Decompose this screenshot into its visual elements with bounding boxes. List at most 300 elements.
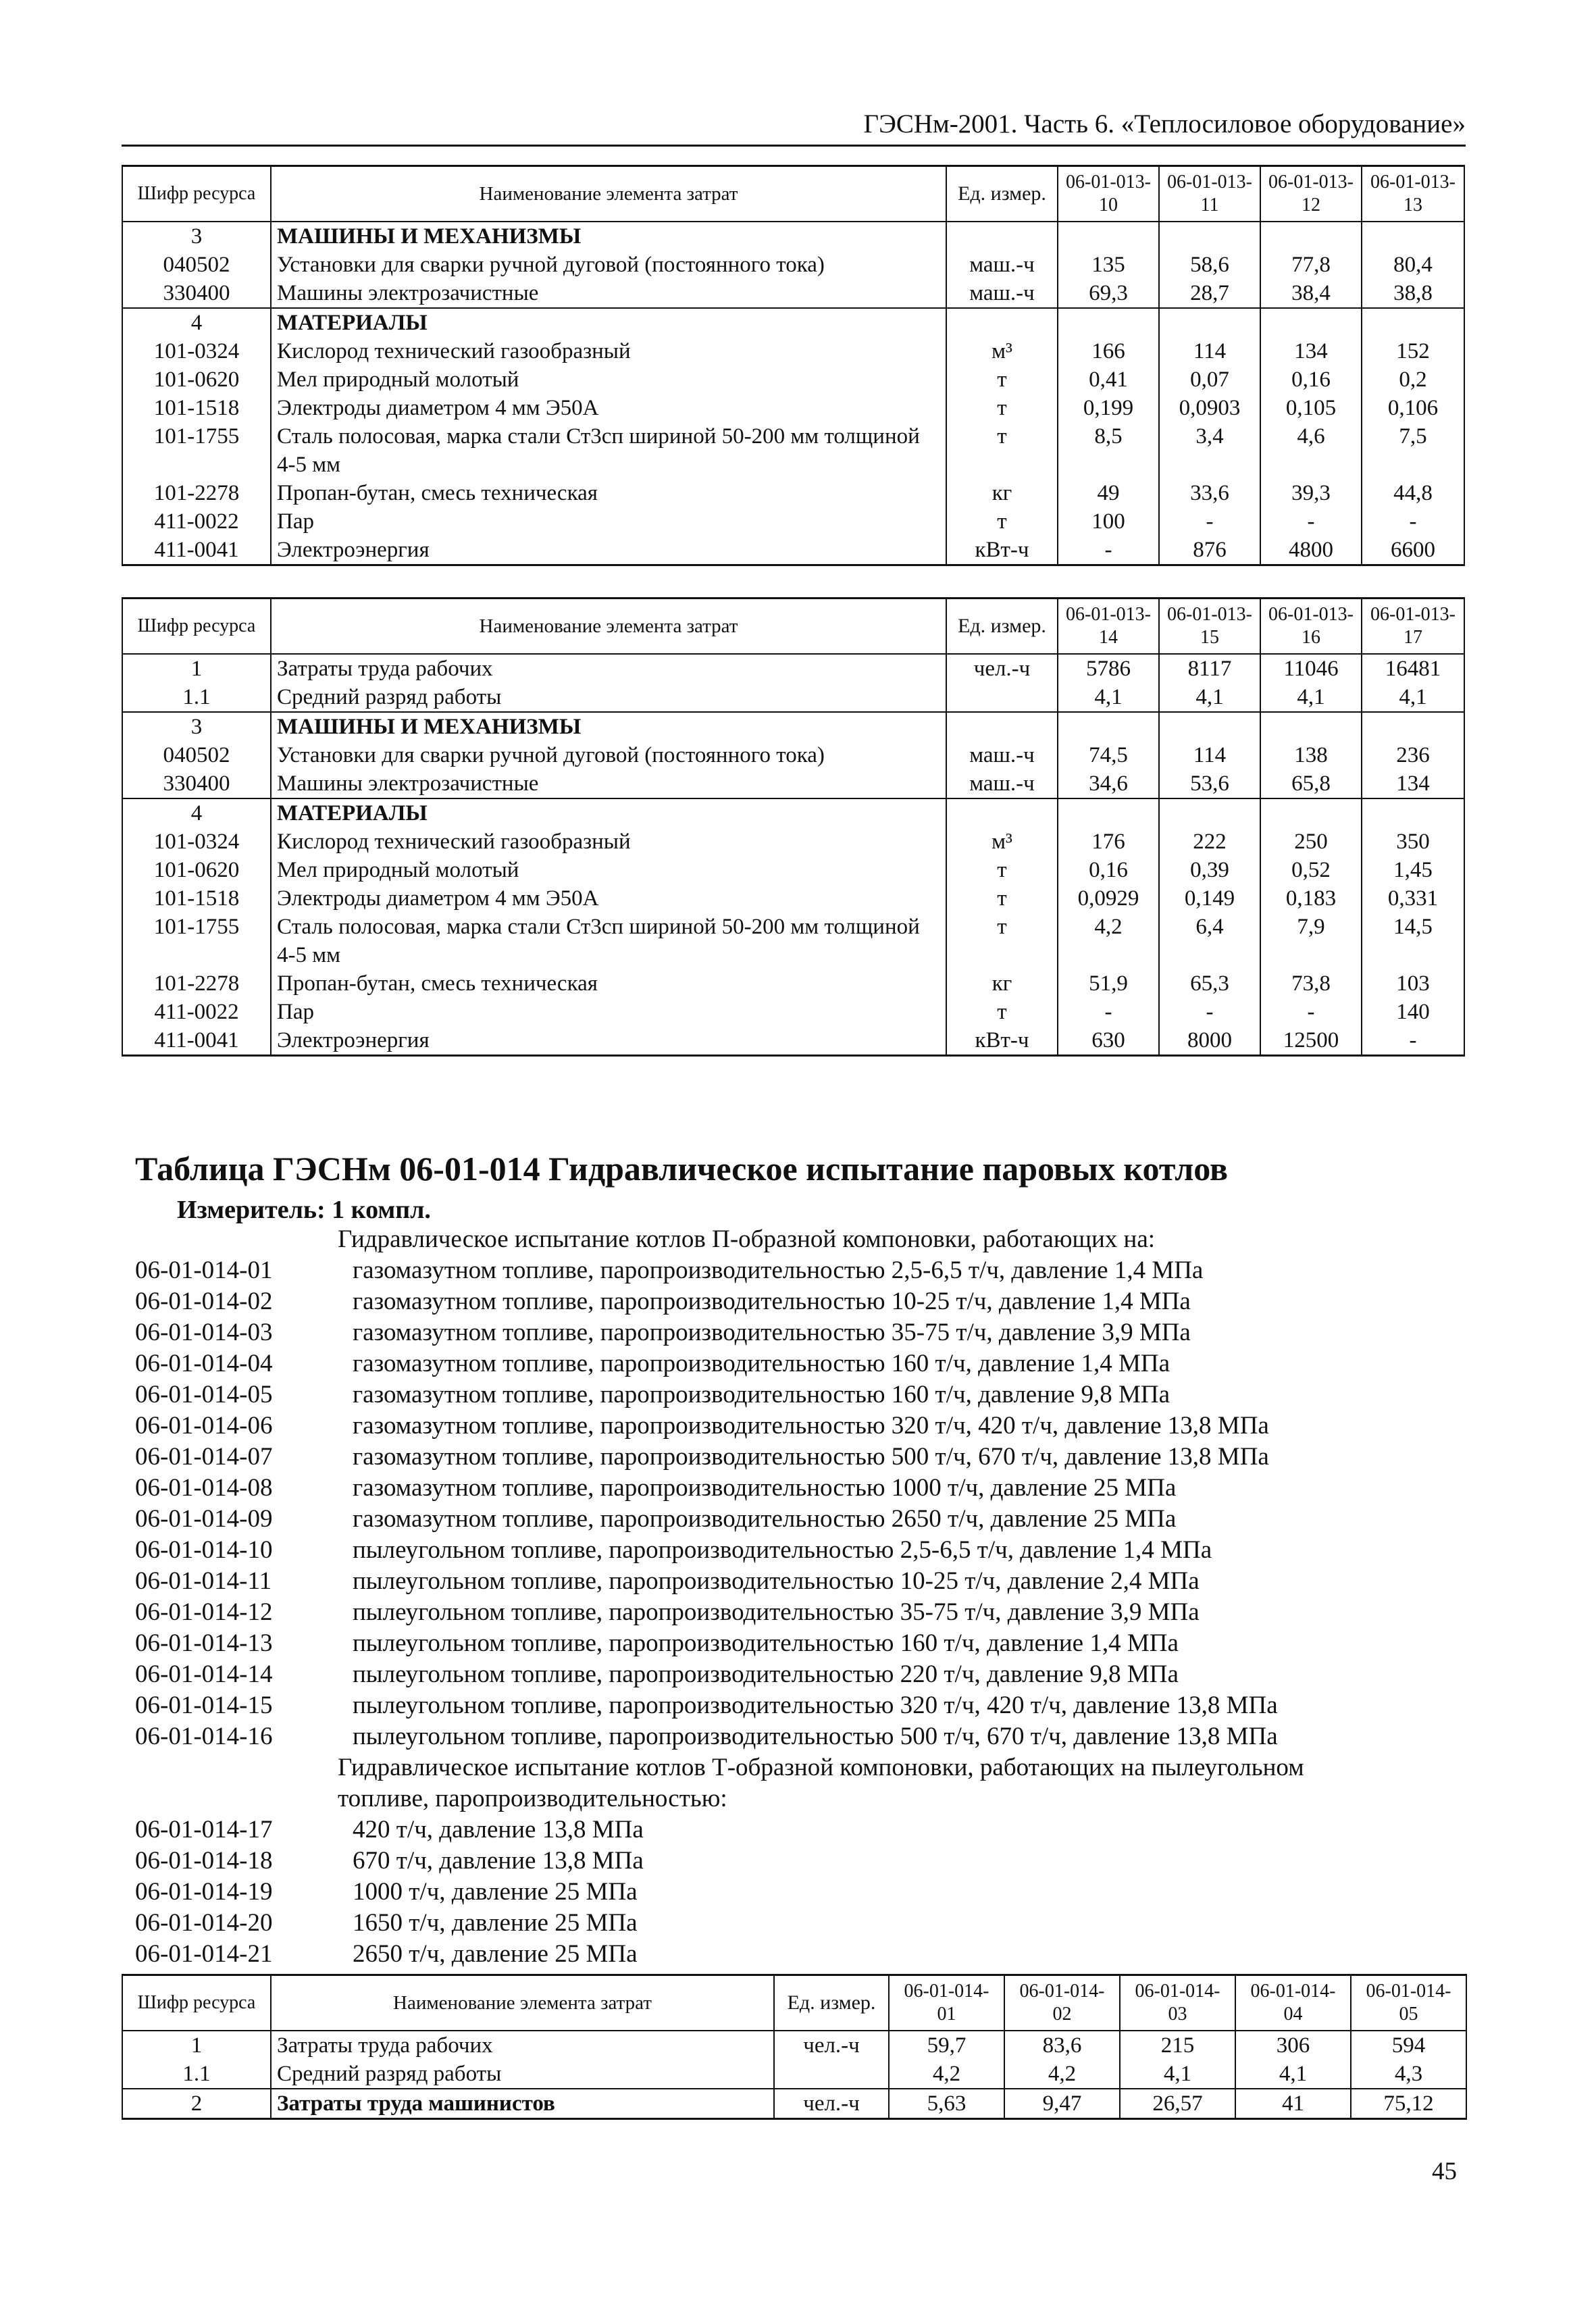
value-cell: 59,7 xyxy=(889,2031,1004,2060)
value-cell: 0,2 xyxy=(1362,365,1464,394)
value-cell: 39,3 xyxy=(1260,479,1362,507)
resource-code: 411-0041 xyxy=(122,1026,271,1056)
table-row xyxy=(122,279,1464,308)
value-cell: - xyxy=(1260,998,1362,1026)
code-list xyxy=(135,1224,1459,1970)
item-code: 06-01-014-13 xyxy=(135,1629,273,1657)
unit: маш.-ч xyxy=(946,741,1058,769)
table-body xyxy=(122,166,1464,565)
value-cell: 5,63 xyxy=(889,2089,1004,2119)
value-cell: 28,7 xyxy=(1159,279,1260,308)
unit xyxy=(774,2060,889,2089)
item-code: 06-01-014-03 xyxy=(135,1319,273,1346)
value-cell: 7,5 xyxy=(1362,422,1464,479)
resource-code: 1 xyxy=(122,654,271,683)
item-text: газомазутном топливе, паропроизводительностью 2650 т/ч, давление 25 МПа xyxy=(353,1505,1177,1533)
column-header: 06-01-013-17 xyxy=(1362,599,1464,655)
resource-code: 411-0022 xyxy=(122,507,271,536)
resource-name: Электроды диаметром 4 мм Э50А xyxy=(271,884,946,913)
empty-cell xyxy=(946,712,1058,741)
header-row xyxy=(122,166,1464,222)
value-cell: 166 xyxy=(1058,337,1159,365)
resource-name: Электроэнергия xyxy=(271,536,946,565)
code-item xyxy=(135,1504,1459,1535)
resource-code: 101-0324 xyxy=(122,337,271,365)
value-cell: 34,6 xyxy=(1058,769,1159,798)
resource-name: Мел природный молотый xyxy=(271,365,946,394)
resource-code: 330400 xyxy=(122,279,271,308)
page-number: 45 xyxy=(1432,2158,1457,2185)
unit: т xyxy=(946,507,1058,536)
value-cell: 0,105 xyxy=(1260,394,1362,422)
code-item xyxy=(135,1286,1459,1317)
table-row xyxy=(122,856,1464,884)
resource-code: 330400 xyxy=(122,769,271,798)
section-title: МАТЕРИАЛЫ xyxy=(271,798,946,828)
value-cell: 134 xyxy=(1362,769,1464,798)
header-row xyxy=(122,599,1464,655)
code-item xyxy=(135,1877,1459,1908)
value-cell: 876 xyxy=(1159,536,1260,565)
value-cell: 11046 xyxy=(1260,654,1362,683)
resource-name: Мел природный молотый xyxy=(271,856,946,884)
code-item xyxy=(135,1348,1459,1379)
value-cell: 306 xyxy=(1235,2031,1351,2060)
empty-cell xyxy=(1058,798,1159,828)
empty-cell xyxy=(1159,712,1260,741)
resource-code: 1 xyxy=(122,2031,271,2060)
item-code: 06-01-014-15 xyxy=(135,1692,273,1719)
column-header: 06-01-013-13 xyxy=(1362,166,1464,222)
item-text: газомазутном топливе, паропроизводительностью 160 т/ч, давление 9,8 МПа xyxy=(353,1381,1170,1408)
value-cell: 58,6 xyxy=(1159,251,1260,279)
code-item xyxy=(135,1659,1459,1690)
value-cell: - xyxy=(1362,1026,1464,1056)
empty-cell xyxy=(1058,712,1159,741)
item-code: 06-01-014-14 xyxy=(135,1660,273,1688)
table-body xyxy=(122,1975,1466,2119)
value-cell: 4,2 xyxy=(889,2060,1004,2089)
resource-table-014-01-05 xyxy=(122,1974,1467,2120)
value-cell: 65,8 xyxy=(1260,769,1362,798)
column-header: 06-01-014-04 xyxy=(1235,1975,1351,2031)
item-text: пылеугольном топливе, паропроизводительностью 35-75 т/ч, давление 3,9 МПа xyxy=(353,1598,1200,1626)
value-cell: 215 xyxy=(1120,2031,1235,2060)
unit xyxy=(946,683,1058,712)
item-code: 06-01-014-10 xyxy=(135,1536,273,1564)
value-cell: 222 xyxy=(1159,828,1260,856)
section-code: 4 xyxy=(122,308,271,337)
item-code: 06-01-014-07 xyxy=(135,1443,273,1471)
resource-code: 101-0620 xyxy=(122,856,271,884)
value-cell: 4,6 xyxy=(1260,422,1362,479)
value-cell: 8000 xyxy=(1159,1026,1260,1056)
table-row xyxy=(122,394,1464,422)
code-item xyxy=(135,1690,1459,1721)
resource-name: Пропан-бутан, смесь техническая xyxy=(271,479,946,507)
resource-code: 1.1 xyxy=(122,683,271,712)
resource-code: 101-1755 xyxy=(122,422,271,479)
value-cell: 4,1 xyxy=(1260,683,1362,712)
value-cell: 594 xyxy=(1351,2031,1466,2060)
table-row xyxy=(122,251,1464,279)
value-cell: 41 xyxy=(1235,2089,1351,2119)
empty-cell xyxy=(1362,798,1464,828)
empty-cell xyxy=(1159,308,1260,337)
code-item xyxy=(135,1442,1459,1473)
column-header: 06-01-013-15 xyxy=(1159,599,1260,655)
item-code: 06-01-014-21 xyxy=(135,1940,273,1968)
resource-code: 411-0022 xyxy=(122,998,271,1026)
value-cell: 8,5 xyxy=(1058,422,1159,479)
resource-name: Пропан-бутан, смесь техническая xyxy=(271,969,946,998)
header-row xyxy=(122,1975,1466,2031)
resource-code: 040502 xyxy=(122,251,271,279)
section-measure: Измеритель: 1 компл. xyxy=(177,1196,431,1224)
column-header: 06-01-014-01 xyxy=(889,1975,1004,2031)
value-cell: 0,149 xyxy=(1159,884,1260,913)
value-cell: 4,1 xyxy=(1058,683,1159,712)
item-code: 06-01-014-20 xyxy=(135,1909,273,1937)
column-header: Ед. измер. xyxy=(774,1975,889,2031)
value-cell: 0,07 xyxy=(1159,365,1260,394)
column-header: 06-01-014-02 xyxy=(1004,1975,1120,2031)
value-cell: 74,5 xyxy=(1058,741,1159,769)
resource-name: Пар xyxy=(271,507,946,536)
empty-cell xyxy=(1260,798,1362,828)
empty-cell xyxy=(1362,222,1464,251)
item-code: 06-01-014-05 xyxy=(135,1381,273,1408)
code-item xyxy=(135,1255,1459,1286)
value-cell: 9,47 xyxy=(1004,2089,1120,2119)
table-row xyxy=(122,479,1464,507)
value-cell: 0,183 xyxy=(1260,884,1362,913)
resource-name: Установки для сварки ручной дуговой (постоянного тока) xyxy=(271,741,946,769)
value-cell: 0,0929 xyxy=(1058,884,1159,913)
running-header-text: ГЭСНм-2001. Часть 6. «Теплосиловое оборудование» xyxy=(863,109,1466,138)
value-cell: 7,9 xyxy=(1260,913,1362,969)
column-header: 06-01-013-10 xyxy=(1058,166,1159,222)
code-item xyxy=(135,1317,1459,1348)
empty-cell xyxy=(1362,712,1464,741)
item-code: 06-01-014-08 xyxy=(135,1474,273,1502)
value-cell: - xyxy=(1058,536,1159,565)
resource-code: 101-2278 xyxy=(122,969,271,998)
value-cell: 1,45 xyxy=(1362,856,1464,884)
unit: т xyxy=(946,884,1058,913)
value-cell: 0,199 xyxy=(1058,394,1159,422)
table-row xyxy=(122,913,1464,969)
resource-name: Средний разряд работы xyxy=(271,683,946,712)
item-text: газомазутном топливе, паропроизводительностью 1000 т/ч, давление 25 МПа xyxy=(353,1474,1177,1502)
value-cell: 4,3 xyxy=(1351,2060,1466,2089)
value-cell: 5786 xyxy=(1058,654,1159,683)
item-code: 06-01-014-18 xyxy=(135,1847,273,1875)
unit: т xyxy=(946,913,1058,969)
table-row xyxy=(122,683,1464,712)
code-item xyxy=(135,1566,1459,1597)
empty-cell xyxy=(946,308,1058,337)
value-cell: 53,6 xyxy=(1159,769,1260,798)
value-cell: 135 xyxy=(1058,251,1159,279)
value-cell: 114 xyxy=(1159,741,1260,769)
table-row xyxy=(122,998,1464,1026)
value-cell: 350 xyxy=(1362,828,1464,856)
value-cell: - xyxy=(1362,507,1464,536)
unit: т xyxy=(946,998,1058,1026)
code-item xyxy=(135,1379,1459,1410)
item-text: 1000 т/ч, давление 25 МПа xyxy=(353,1878,638,1906)
table-body xyxy=(122,599,1464,1056)
code-item xyxy=(135,1814,1459,1846)
value-cell: 4,1 xyxy=(1235,2060,1351,2089)
value-cell: 83,6 xyxy=(1004,2031,1120,2060)
value-cell: 0,16 xyxy=(1260,365,1362,394)
resource-table-013-14-17 xyxy=(122,597,1465,1057)
value-cell: 44,8 xyxy=(1362,479,1464,507)
empty-cell xyxy=(1058,222,1159,251)
table-row xyxy=(122,2060,1466,2089)
value-cell: 38,4 xyxy=(1260,279,1362,308)
item-text: 420 т/ч, давление 13,8 МПа xyxy=(353,1816,644,1844)
item-code: 06-01-014-02 xyxy=(135,1288,273,1315)
value-cell: 14,5 xyxy=(1362,913,1464,969)
value-cell: 6600 xyxy=(1362,536,1464,565)
item-text: пылеугольном топливе, паропроизводительностью 500 т/ч, 670 т/ч, давление 13,8 МПа xyxy=(353,1723,1278,1750)
table-row xyxy=(122,536,1464,565)
resource-name: Установки для сварки ручной дуговой (постоянного тока) xyxy=(271,251,946,279)
unit: чел.-ч xyxy=(774,2031,889,2060)
empty-cell xyxy=(1362,308,1464,337)
column-header: 06-01-013-14 xyxy=(1058,599,1159,655)
intro-line-text: Гидравлическое испытание котлов П-образной компоновки, работающих на: xyxy=(338,1225,1156,1253)
table-row xyxy=(122,741,1464,769)
empty-cell xyxy=(1260,712,1362,741)
item-code: 06-01-014-04 xyxy=(135,1350,273,1377)
resource-name: Электроды диаметром 4 мм Э50А xyxy=(271,394,946,422)
unit: маш.-ч xyxy=(946,251,1058,279)
item-code: 06-01-014-16 xyxy=(135,1723,273,1750)
value-cell: 69,3 xyxy=(1058,279,1159,308)
value-cell: 0,106 xyxy=(1362,394,1464,422)
unit: т xyxy=(946,856,1058,884)
item-code: 06-01-014-12 xyxy=(135,1598,273,1626)
empty-cell xyxy=(946,222,1058,251)
value-cell: - xyxy=(1159,507,1260,536)
intro-line-text: Гидравлическое испытание котлов Т-образной компоновки, работающих на пылеугольном xyxy=(338,1754,1304,1781)
item-text: 670 т/ч, давление 13,8 МПа xyxy=(353,1847,644,1875)
resource-table-013-10-13 xyxy=(122,165,1465,566)
table-row xyxy=(122,2089,1466,2119)
resource-code: 101-0324 xyxy=(122,828,271,856)
value-cell: 4,2 xyxy=(1058,913,1159,969)
value-cell: 75,12 xyxy=(1351,2089,1466,2119)
value-cell: 0,41 xyxy=(1058,365,1159,394)
unit: маш.-ч xyxy=(946,279,1058,308)
table-row xyxy=(122,337,1464,365)
value-cell: 4800 xyxy=(1260,536,1362,565)
value-cell: 6,4 xyxy=(1159,913,1260,969)
item-code: 06-01-014-06 xyxy=(135,1412,273,1440)
table-row xyxy=(122,654,1464,683)
value-cell: 65,3 xyxy=(1159,969,1260,998)
value-cell: 0,0903 xyxy=(1159,394,1260,422)
table-row xyxy=(122,1026,1464,1056)
empty-cell xyxy=(1260,222,1362,251)
section-title: Таблица ГЭСНм 06-01-014 Гидравлическое испытание паровых котлов xyxy=(135,1150,1229,1188)
section-title: МАШИНЫ И МЕХАНИЗМЫ xyxy=(271,712,946,741)
empty-cell xyxy=(1058,308,1159,337)
resource-name: Кислород технический газообразный xyxy=(271,828,946,856)
resource-name: Средний разряд работы xyxy=(271,2060,774,2089)
item-text: пылеугольном топливе, паропроизводительностью 220 т/ч, давление 9,8 МПа xyxy=(353,1660,1179,1688)
empty-cell xyxy=(1260,308,1362,337)
section-row xyxy=(122,712,1464,741)
resource-name: Затраты труда рабочих xyxy=(271,654,946,683)
resource-code: 101-2278 xyxy=(122,479,271,507)
section-row xyxy=(122,798,1464,828)
value-cell: 4,1 xyxy=(1120,2060,1235,2089)
value-cell: 8117 xyxy=(1159,654,1260,683)
column-header: Ед. измер. xyxy=(946,599,1058,655)
resource-name: Машины электрозачистные xyxy=(271,769,946,798)
code-item xyxy=(135,1846,1459,1877)
value-cell: 38,8 xyxy=(1362,279,1464,308)
running-header xyxy=(122,108,1466,147)
table-row xyxy=(122,884,1464,913)
section-title: МАШИНЫ И МЕХАНИЗМЫ xyxy=(271,222,946,251)
code-item xyxy=(135,1535,1459,1566)
code-item xyxy=(135,1939,1459,1970)
section-row xyxy=(122,222,1464,251)
column-header: Ед. измер. xyxy=(946,166,1058,222)
empty-cell xyxy=(1159,798,1260,828)
value-cell: 80,4 xyxy=(1362,251,1464,279)
unit: м³ xyxy=(946,337,1058,365)
item-text: газомазутном топливе, паропроизводительностью 500 т/ч, 670 т/ч, давление 13,8 МПа xyxy=(353,1443,1269,1471)
value-cell: 4,2 xyxy=(1004,2060,1120,2089)
item-text: газомазутном топливе, паропроизводительностью 2,5-6,5 т/ч, давление 1,4 МПа xyxy=(353,1256,1204,1284)
resource-name: Пар xyxy=(271,998,946,1026)
column-header: 06-01-013-16 xyxy=(1260,599,1362,655)
item-text: пылеугольном топливе, паропроизводительностью 320 т/ч, 420 т/ч, давление 13,8 МПа xyxy=(353,1692,1278,1719)
unit: чел.-ч xyxy=(774,2089,889,2119)
resource-name: Кислород технический газообразный xyxy=(271,337,946,365)
table-row xyxy=(122,507,1464,536)
column-header: Шифр ресурса xyxy=(122,1975,271,2031)
item-text: газомазутном топливе, паропроизводительностью 10-25 т/ч, давление 1,4 МПа xyxy=(353,1288,1191,1315)
item-text: пылеугольном топливе, паропроизводительностью 160 т/ч, давление 1,4 МПа xyxy=(353,1629,1179,1657)
intro-line xyxy=(135,1783,1459,1814)
unit: т xyxy=(946,365,1058,394)
item-text: пылеугольном топливе, паропроизводительностью 2,5-6,5 т/ч, давление 1,4 МПа xyxy=(353,1536,1212,1564)
table-row xyxy=(122,2031,1466,2060)
value-cell: 630 xyxy=(1058,1026,1159,1056)
value-cell: 77,8 xyxy=(1260,251,1362,279)
column-header: Наименование элемента затрат xyxy=(271,1975,774,2031)
value-cell: - xyxy=(1058,998,1159,1026)
resource-code: 101-1518 xyxy=(122,884,271,913)
value-cell: 0,16 xyxy=(1058,856,1159,884)
unit: т xyxy=(946,394,1058,422)
value-cell: 138 xyxy=(1260,741,1362,769)
value-cell: 100 xyxy=(1058,507,1159,536)
table-row xyxy=(122,422,1464,479)
value-cell: 0,331 xyxy=(1362,884,1464,913)
code-item xyxy=(135,1721,1459,1752)
table-row xyxy=(122,769,1464,798)
value-cell: 4,1 xyxy=(1362,683,1464,712)
item-code: 06-01-014-11 xyxy=(135,1567,272,1595)
value-cell: 26,57 xyxy=(1120,2089,1235,2119)
value-cell: 16481 xyxy=(1362,654,1464,683)
resource-code: 2 xyxy=(122,2089,271,2119)
value-cell: 236 xyxy=(1362,741,1464,769)
resource-code: 040502 xyxy=(122,741,271,769)
value-cell: 140 xyxy=(1362,998,1464,1026)
value-cell: - xyxy=(1260,507,1362,536)
column-header: 06-01-014-03 xyxy=(1120,1975,1235,2031)
empty-cell xyxy=(946,798,1058,828)
value-cell: 103 xyxy=(1362,969,1464,998)
section-code: 3 xyxy=(122,712,271,741)
code-item xyxy=(135,1908,1459,1939)
resource-name: Машины электрозачистные xyxy=(271,279,946,308)
value-cell: 0,39 xyxy=(1159,856,1260,884)
item-code: 06-01-014-09 xyxy=(135,1505,273,1533)
value-cell: 33,6 xyxy=(1159,479,1260,507)
column-header: 06-01-014-05 xyxy=(1351,1975,1466,2031)
item-text: 1650 т/ч, давление 25 МПа xyxy=(353,1909,638,1937)
intro-line xyxy=(135,1752,1459,1783)
code-item xyxy=(135,1597,1459,1628)
item-code: 06-01-014-01 xyxy=(135,1256,273,1284)
value-cell: 152 xyxy=(1362,337,1464,365)
value-cell: 49 xyxy=(1058,479,1159,507)
code-item xyxy=(135,1473,1459,1504)
intro-line xyxy=(135,1224,1459,1255)
resource-code: 411-0041 xyxy=(122,536,271,565)
unit: кВт-ч xyxy=(946,536,1058,565)
unit: кг xyxy=(946,479,1058,507)
value-cell: 4,1 xyxy=(1159,683,1260,712)
value-cell: 134 xyxy=(1260,337,1362,365)
intro-line-text: топливе, паропроизводительностью: xyxy=(338,1785,727,1812)
column-header: 06-01-013-11 xyxy=(1159,166,1260,222)
value-cell: 3,4 xyxy=(1159,422,1260,479)
unit: м³ xyxy=(946,828,1058,856)
unit: кВт-ч xyxy=(946,1026,1058,1056)
item-text: 2650 т/ч, давление 25 МПа xyxy=(353,1940,638,1968)
column-header: Наименование элемента затрат xyxy=(271,166,946,222)
code-item xyxy=(135,1410,1459,1442)
section-title: МАТЕРИАЛЫ xyxy=(271,308,946,337)
value-cell: 51,9 xyxy=(1058,969,1159,998)
resource-name: Сталь полосовая, марка стали Ст3сп шириной 50-200 мм толщиной 4-5 мм xyxy=(271,422,946,479)
item-text: газомазутном топливе, паропроизводительностью 35-75 т/ч, давление 3,9 МПа xyxy=(353,1319,1191,1346)
resource-name: Затраты труда машинистов xyxy=(271,2089,774,2119)
section-row xyxy=(122,308,1464,337)
unit: т xyxy=(946,422,1058,479)
unit: чел.-ч xyxy=(946,654,1058,683)
column-header: Шифр ресурса xyxy=(122,599,271,655)
empty-cell xyxy=(1159,222,1260,251)
table-row xyxy=(122,828,1464,856)
section-code: 3 xyxy=(122,222,271,251)
resource-name: Электроэнергия xyxy=(271,1026,946,1056)
unit: маш.-ч xyxy=(946,769,1058,798)
item-text: газомазутном топливе, паропроизводительностью 320 т/ч, 420 т/ч, давление 13,8 МПа xyxy=(353,1412,1269,1440)
